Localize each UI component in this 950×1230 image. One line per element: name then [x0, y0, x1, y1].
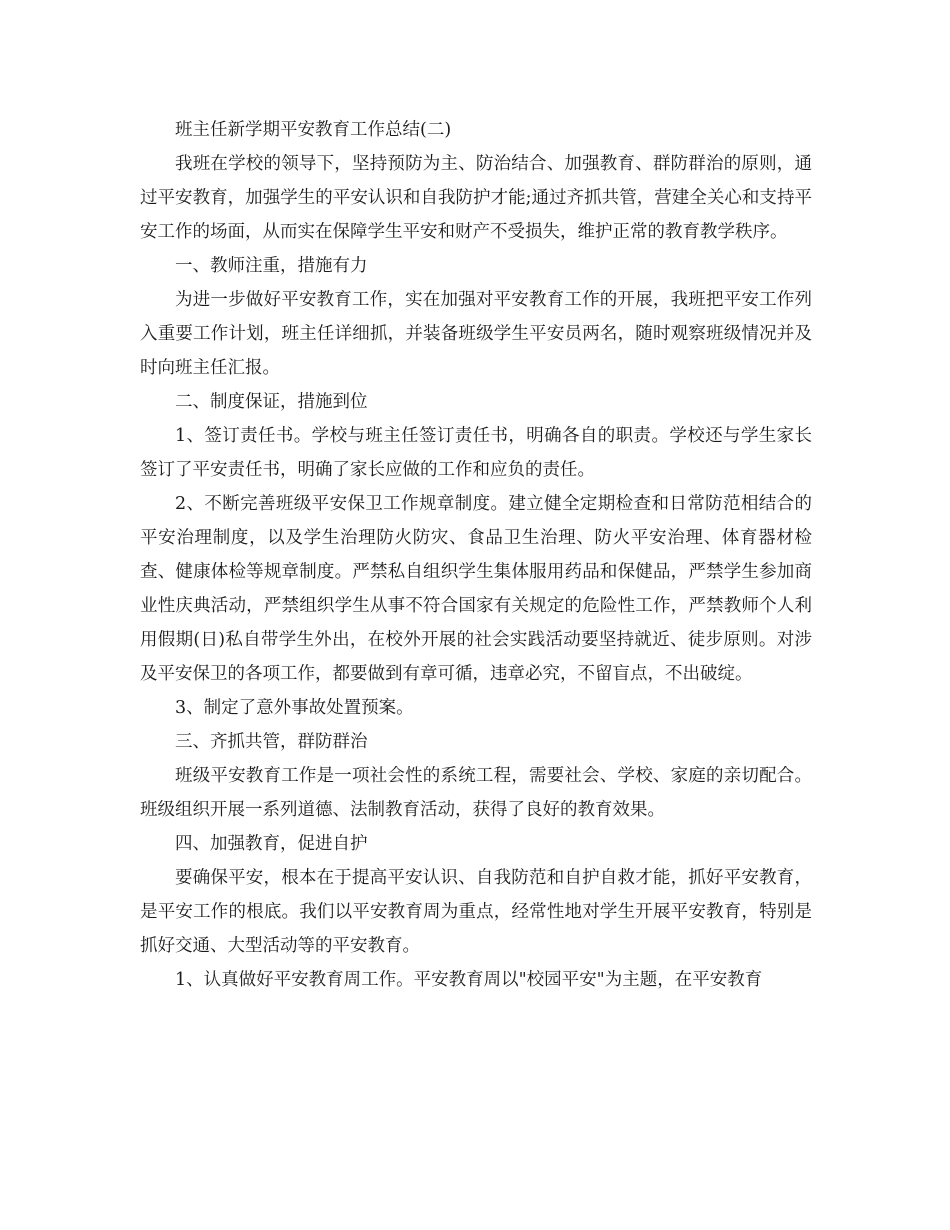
section-2-item-2: 2、不断完善班级平安保卫工作规章制度。建立健全定期检查和日常防范相结合的平安治理制度，以及学生治理防火防灾、食品卫生治理、防火平安治理、体育器材检查、健康体检等规章制度。严禁私自组织学生集体服用药品和保健品，严禁学生参加商业性庆典活动，严禁组织学生从事不符合国家有关规定的危险性工作，严禁教师个人利用假期(日)私自带学生外出，在校外开展的社会实践活动要坚持就近、徒步原则。对涉及平安保卫的各项工作，都要做到有章可循，违章必究，不留盲点，不出破绽。: [140, 494, 812, 684]
section-4-paragraph: 要确保平安，根本在于提高平安认识、自我防范和自护自救才能，抓好平安教育，是平安工作的根底。我们以平安教育周为重点，经常性地对学生开展平安教育，特别是抓好交通、大型活动等的平安教育。: [140, 868, 812, 956]
document-title: 班主任新学期平安教育工作总结(二): [175, 120, 452, 140]
section-4-item-1: 1、认真做好平安教育周工作。平安教育周以"校园平安"为主题，在平安教育: [175, 970, 763, 990]
section-2-item-3: 3、制定了意外事故处置预案。: [175, 698, 414, 718]
section-2-item-1: 1、签订责任书。学校与班主任签订责任书，明确各自的职责。学校还与学生家长签订了平安责任书，明确了家长应做的工作和应负的责任。: [140, 426, 812, 480]
section-3-paragraph: 班级平安教育工作是一项社会性的系统工程，需要社会、学校、家庭的亲切配合。班级组织开展一系列道德、法制教育活动，获得了良好的教育效果。: [140, 766, 812, 820]
section-heading-2: 二、制度保证，措施到位: [175, 392, 368, 412]
section-heading-3: 三、齐抓共管，群防群治: [175, 732, 368, 752]
section-heading-1: 一、教师注重，措施有力: [175, 256, 368, 276]
document-body: [140, 113, 812, 997]
section-heading-4: 四、加强教育，促进自护: [175, 834, 368, 854]
section-1-paragraph: 为进一步做好平安教育工作，实在加强对平安教育工作的开展，我班把平安工作列入重要工作计划，班主任详细抓，并装备班级学生平安员两名，随时观察班级情况并及时向班主任汇报。: [140, 290, 812, 378]
intro-paragraph: 我班在学校的领导下，坚持预防为主、防治结合、加强教育、群防群治的原则，通过平安教育，加强学生的平安认识和自我防护才能;通过齐抓共管，营建全关心和支持平安工作的场面，从而实在保障学生平安和财产不受损失，维护正常的教育教学秩序。: [140, 154, 812, 242]
